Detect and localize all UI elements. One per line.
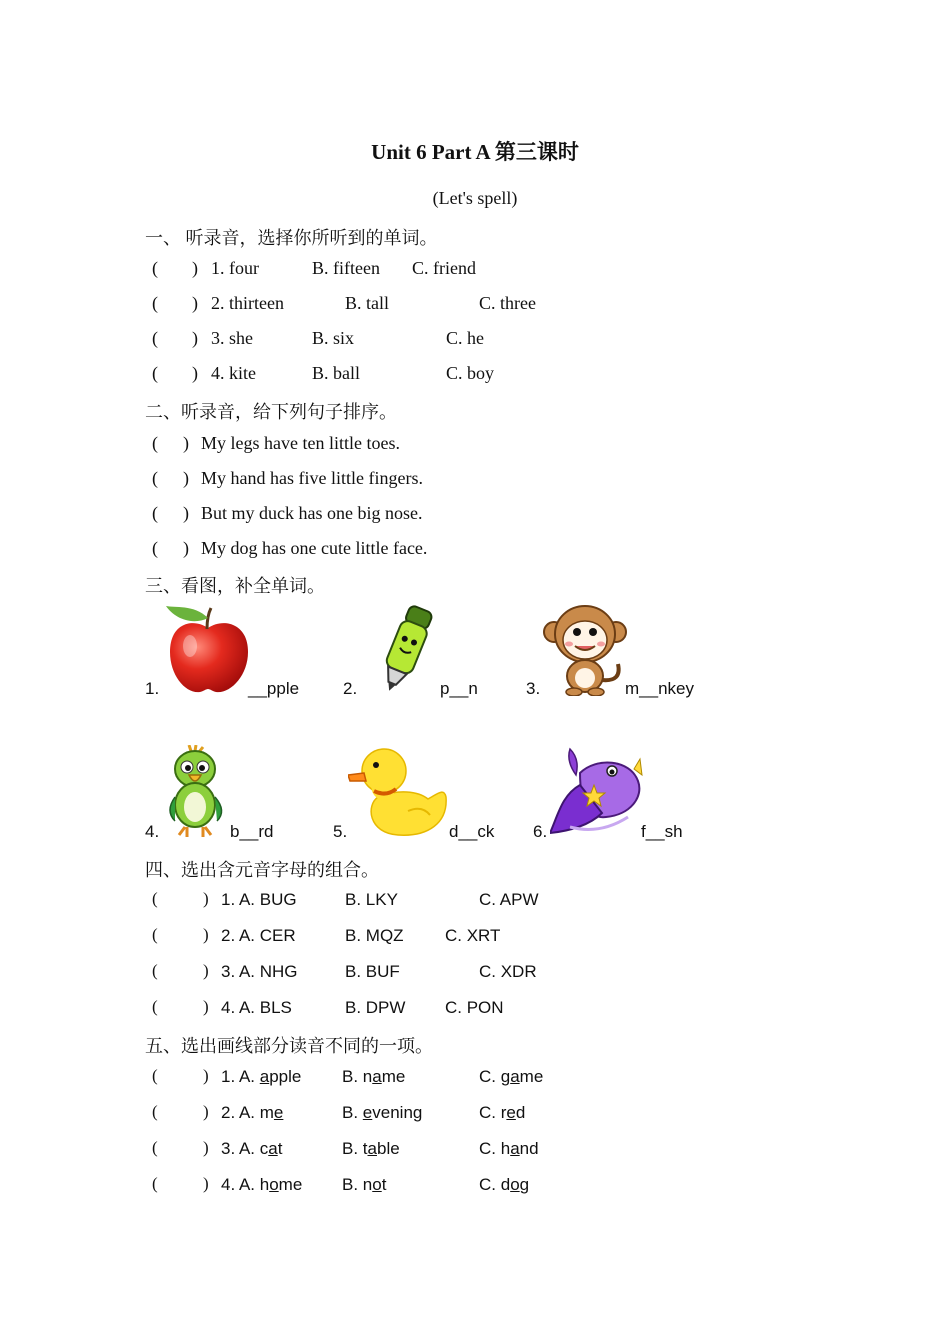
picture-number: 2. bbox=[343, 679, 358, 698]
option-a: 3. she bbox=[211, 328, 253, 348]
option-a: 2. A. CER bbox=[221, 926, 296, 945]
underlined-letter: o bbox=[510, 1175, 520, 1194]
answer-bracket-close: ) bbox=[203, 1066, 209, 1085]
section-3-heading: 三、看图，补全单词。 bbox=[145, 576, 325, 596]
answer-bracket-close: ) bbox=[192, 293, 198, 313]
answer-bracket-open: ( bbox=[152, 328, 158, 348]
option-a: 4. A. home bbox=[221, 1175, 303, 1194]
answer-bracket-close: ) bbox=[203, 961, 209, 980]
option-a: 1. four bbox=[211, 258, 259, 278]
answer-bracket-close: ) bbox=[203, 925, 209, 944]
fill-word: m__nkey bbox=[625, 679, 694, 698]
answer-bracket-open: ( bbox=[152, 503, 158, 523]
duck-icon bbox=[348, 745, 452, 839]
fill-word: b__rd bbox=[230, 822, 274, 841]
option-b: B. ball bbox=[312, 363, 360, 383]
answer-bracket-open: ( bbox=[152, 1138, 158, 1157]
picture-number: 4. bbox=[145, 822, 160, 841]
option-c: C. boy bbox=[446, 363, 495, 383]
fish-icon bbox=[550, 745, 644, 839]
underlined-letter: a bbox=[372, 1067, 382, 1086]
picture-number: 1. bbox=[145, 679, 160, 698]
option-b: B. MQZ bbox=[345, 926, 404, 945]
answer-bracket-open: ( bbox=[152, 468, 158, 488]
answer-bracket-open: ( bbox=[152, 889, 158, 908]
underlined-letter: o bbox=[372, 1175, 382, 1194]
answer-bracket-open: ( bbox=[152, 997, 158, 1016]
section-5-heading: 五、选出画线部分读音不同的一项。 bbox=[145, 1036, 433, 1056]
fill-word: d__ck bbox=[449, 822, 495, 841]
option-b: B. DPW bbox=[345, 998, 406, 1017]
option-b: B. name bbox=[342, 1067, 406, 1086]
option-c: C. XDR bbox=[479, 962, 537, 981]
answer-bracket-close: ) bbox=[192, 328, 198, 348]
picture-number: 3. bbox=[526, 679, 541, 698]
underlined-letter: a bbox=[268, 1139, 278, 1158]
answer-bracket-close: ) bbox=[183, 433, 189, 453]
answer-bracket-open: ( bbox=[152, 961, 158, 980]
option-b: B. BUF bbox=[345, 962, 400, 981]
answer-bracket-close: ) bbox=[183, 468, 189, 488]
option-b: B. not bbox=[342, 1175, 387, 1194]
answer-bracket-open: ( bbox=[152, 433, 158, 453]
underlined-letter: a bbox=[510, 1067, 520, 1086]
fill-word: f__sh bbox=[641, 822, 683, 841]
monkey-icon bbox=[542, 602, 628, 696]
answer-bracket-close: ) bbox=[203, 889, 209, 908]
section-1-heading: 一、 听录音，选择你所听到的单词。 bbox=[145, 228, 438, 248]
option-a: 4. A. BLS bbox=[221, 998, 292, 1017]
underlined-letter: o bbox=[269, 1175, 279, 1194]
underlined-letter: a bbox=[510, 1139, 520, 1158]
option-b: B. evening bbox=[342, 1103, 423, 1122]
answer-bracket-open: ( bbox=[152, 1102, 158, 1121]
option-c: C. dog bbox=[479, 1175, 530, 1194]
option-c: C. three bbox=[479, 293, 536, 313]
option-c: C. APW bbox=[479, 890, 539, 909]
underlined-letter: e bbox=[273, 1103, 284, 1122]
option-c: C. friend bbox=[412, 258, 476, 278]
option-a: 1. A. BUG bbox=[221, 890, 297, 909]
answer-bracket-close: ) bbox=[203, 1138, 209, 1157]
answer-bracket-close: ) bbox=[203, 997, 209, 1016]
apple-icon bbox=[164, 602, 252, 696]
option-c: C. hand bbox=[479, 1139, 539, 1158]
option-b: B. tall bbox=[345, 293, 389, 313]
option-a: 2. A. me bbox=[221, 1103, 284, 1122]
underlined-letter: a bbox=[259, 1067, 270, 1086]
answer-bracket-close: ) bbox=[192, 258, 198, 278]
answer-bracket-close: ) bbox=[203, 1174, 209, 1193]
answer-bracket-open: ( bbox=[152, 538, 158, 558]
option-a: 2. thirteen bbox=[211, 293, 284, 313]
answer-bracket-open: ( bbox=[152, 363, 158, 383]
option-b: B. fifteen bbox=[312, 258, 380, 278]
answer-bracket-close: ) bbox=[203, 1102, 209, 1121]
answer-bracket-open: ( bbox=[152, 1174, 158, 1193]
answer-bracket-open: ( bbox=[152, 1066, 158, 1085]
section-2-heading: 二、听录音，给下列句子排序。 bbox=[145, 402, 397, 422]
answer-bracket-open: ( bbox=[152, 925, 158, 944]
sentence: But my duck has one big nose. bbox=[201, 503, 423, 523]
page-title: Unit 6 Part A 第三课时 bbox=[371, 140, 579, 164]
underlined-letter: e bbox=[506, 1103, 516, 1122]
underlined-letter: a bbox=[367, 1139, 377, 1158]
option-c: C. XRT bbox=[445, 926, 501, 945]
sentence: My hand has five little fingers. bbox=[201, 468, 423, 488]
sentence: My legs have ten little toes. bbox=[201, 433, 400, 453]
pen-icon bbox=[374, 602, 438, 696]
fill-word: __pple bbox=[248, 679, 300, 698]
option-b: B. LKY bbox=[345, 890, 398, 909]
option-a: 1. A. apple bbox=[221, 1067, 302, 1086]
page-subtitle: (Let's spell) bbox=[432, 188, 518, 208]
answer-bracket-close: ) bbox=[183, 503, 189, 523]
option-c: C. PON bbox=[445, 998, 504, 1017]
option-a: 3. A. cat bbox=[221, 1139, 283, 1158]
section-4-heading: 四、选出含元音字母的组合。 bbox=[145, 860, 379, 880]
option-b: B. table bbox=[342, 1139, 400, 1158]
answer-bracket-open: ( bbox=[152, 258, 158, 278]
picture-number: 6. bbox=[533, 822, 548, 841]
option-c: C. red bbox=[479, 1103, 526, 1122]
option-c: C. he bbox=[446, 328, 484, 348]
answer-bracket-close: ) bbox=[183, 538, 189, 558]
option-c: C. game bbox=[479, 1067, 544, 1086]
bird-icon bbox=[163, 745, 229, 839]
answer-bracket-close: ) bbox=[192, 363, 198, 383]
underlined-letter: e bbox=[362, 1103, 373, 1122]
option-b: B. six bbox=[312, 328, 355, 348]
option-a: 4. kite bbox=[211, 363, 256, 383]
option-a: 3. A. NHG bbox=[221, 962, 298, 981]
fill-word: p__n bbox=[440, 679, 478, 698]
sentence: My dog has one cute little face. bbox=[201, 538, 428, 558]
answer-bracket-open: ( bbox=[152, 293, 158, 313]
picture-number: 5. bbox=[333, 822, 348, 841]
